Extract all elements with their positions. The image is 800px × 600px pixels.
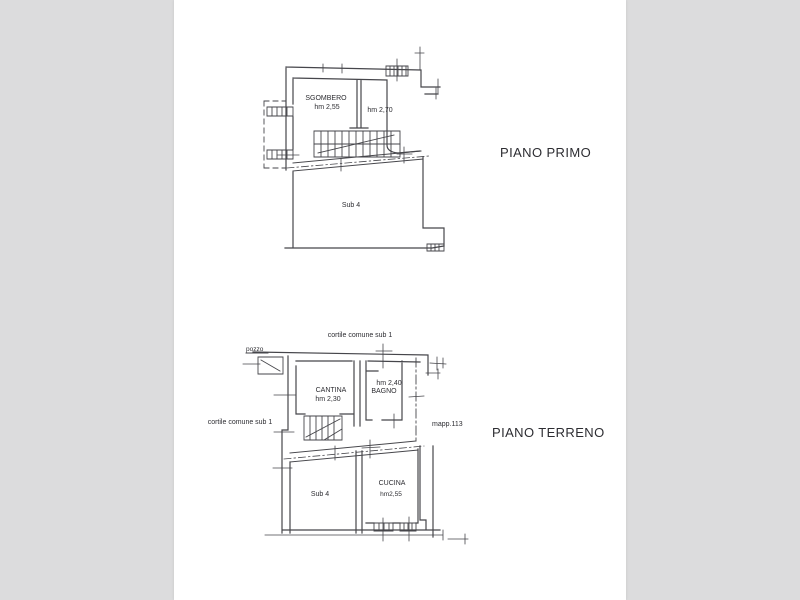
annotation-courtyard-left: cortile comune sub 1 (207, 419, 273, 426)
ground-floor-division-band (284, 441, 424, 462)
room-height-270: hm 2,70 (367, 107, 393, 114)
room-label-sgombero: SGOMBERO (305, 95, 347, 102)
annotation-parcel: mapp.113 (432, 421, 463, 428)
annotation-well: pozzo (246, 346, 264, 353)
room-height-cucina: hm2,55 (380, 491, 402, 498)
ground-floor-ground-line (265, 530, 468, 544)
room-height-sgombero: hm 2,55 (314, 104, 340, 111)
room-label-sub4-first: Sub 4 (341, 202, 361, 209)
ground-floor-title: PIANO TERRENO (492, 425, 605, 440)
room-height-bagno: hm 2,40 (376, 380, 402, 387)
room-label-sub4-ground: Sub 4 (310, 491, 330, 498)
room-label-bagno: BAGNO (371, 388, 397, 395)
ground-floor-walls (253, 352, 440, 537)
room-label-cantina: CANTINA (315, 387, 347, 394)
annotation-courtyard-top: cortile comune sub 1 (327, 332, 393, 339)
room-label-cucina: CUCINA (378, 480, 406, 487)
first-floor-plan (264, 47, 444, 251)
well-icon (246, 353, 283, 374)
ground-floor-stairs-icon (304, 416, 342, 440)
room-height-cantina: hm 2,30 (315, 396, 341, 403)
first-floor-title: PIANO PRIMO (500, 145, 592, 160)
ground-floor-plan (243, 344, 468, 544)
